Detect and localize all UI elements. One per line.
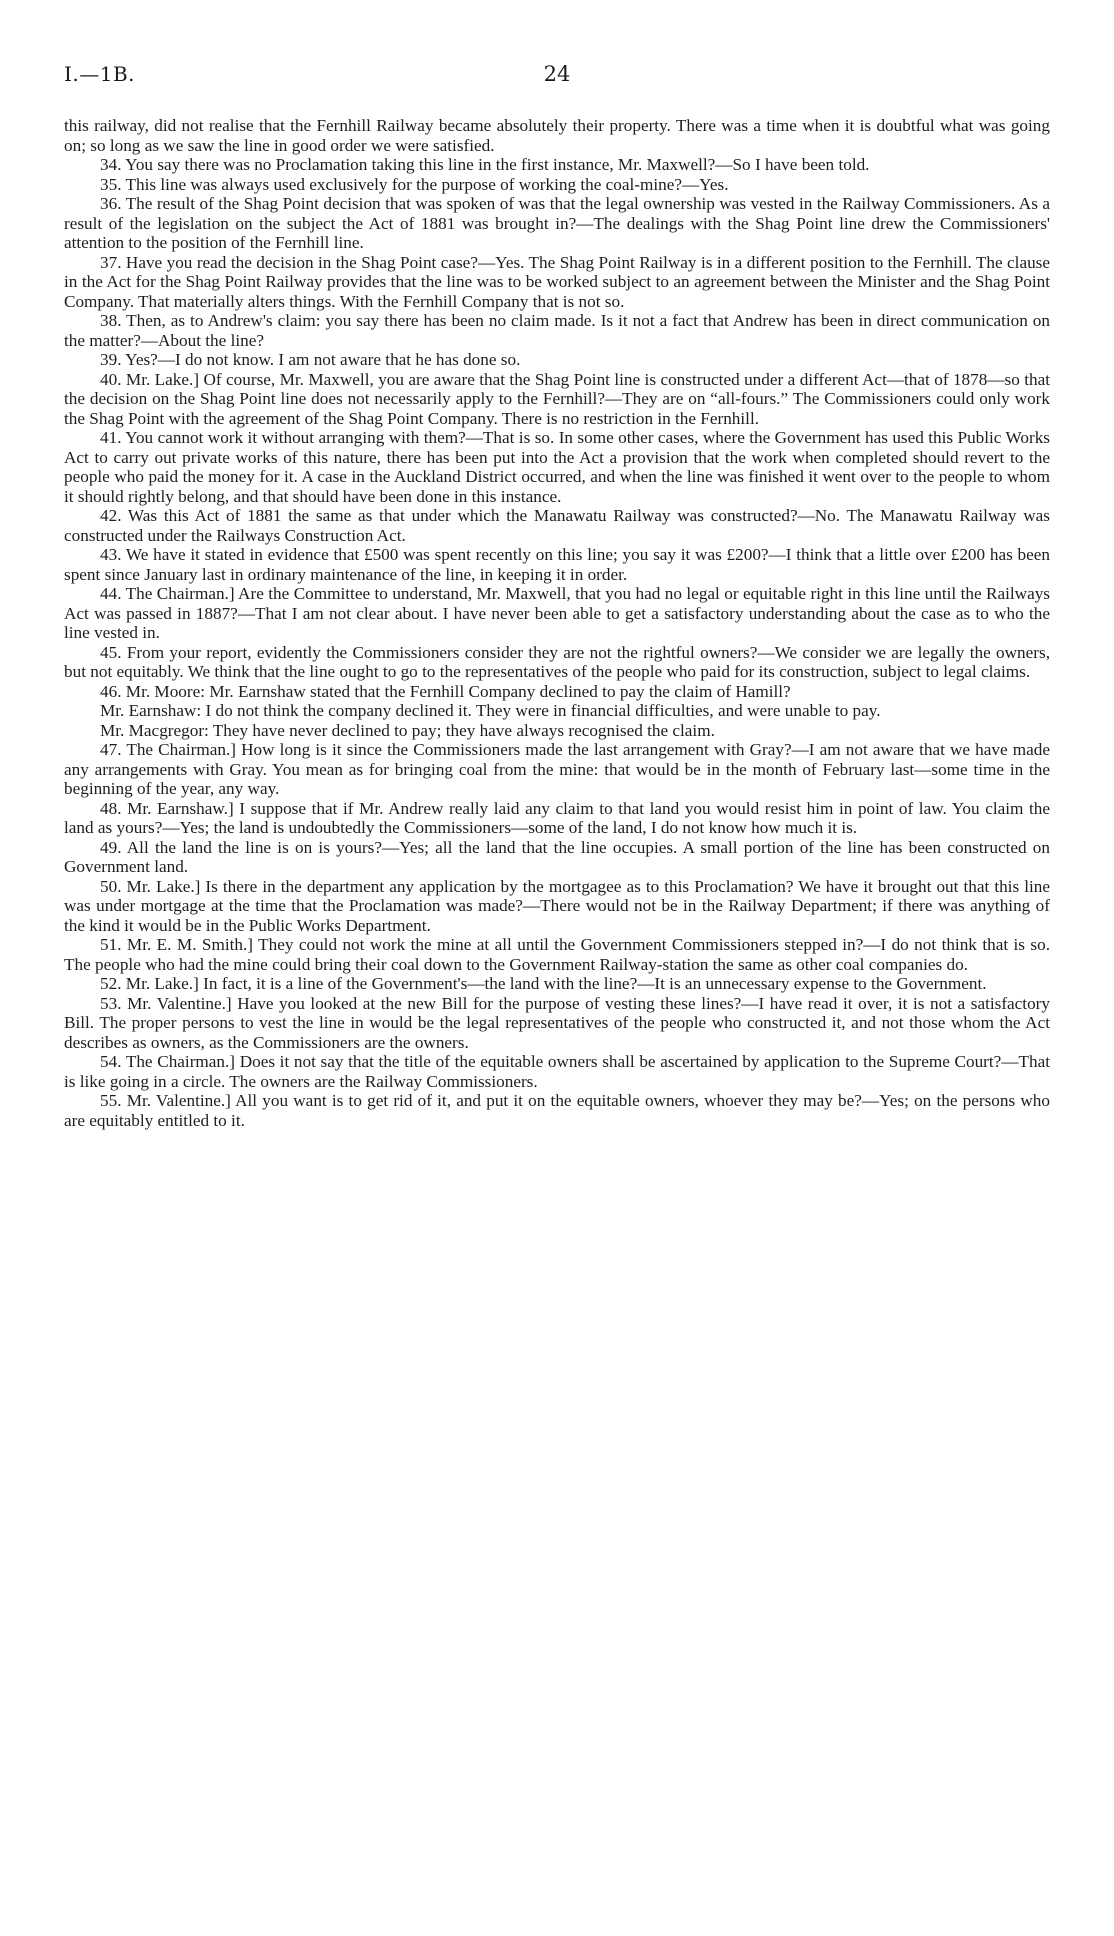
paragraph-q40: 40. Mr. Lake.] Of course, Mr. Maxwell, you are aware that the Shag Point line is constructed under a different Act—that of 1878—so that the decision on the Shag Point line does not necessarily apply to the Fernhill?—They are on “all-fours.” The Commissioners could only work the Shag Point with the agreement of the Shag Point Company. There is no restriction in the Fernhill.	[64, 369, 1050, 428]
paragraph-q45: 45. From your report, evidently the Commissioners consider they are not the rightful owners?—We consider we are legally the owners, but not equitably. We think that the line ought to go to the representatives of the people who paid for its construction, subject to legal claims.	[64, 642, 1050, 681]
paragraph-continued: this railway, did not realise that the Fernhill Railway became absolutely their property. There was a time when it is doubtful what was going on; so long as we saw the line in good order we were satisfied.	[64, 116, 1050, 155]
paragraph-q51: 51. Mr. E. M. Smith.] They could not work the mine at all until the Government Commissioners stepped in?—I do not think that is so. The people who had the mine could bring their coal down to the Government Railway-station the same as other coal companies do.	[64, 935, 1050, 974]
paragraph-q35: 35. This line was always used exclusively for the purpose of working the coal-mine?—Yes.	[100, 174, 729, 194]
page-number: 24	[543, 62, 571, 86]
paragraph-q48: 48. Mr. Earnshaw.] I suppose that if Mr. Andrew really laid any claim to that land you would resist him in point of law. You claim the land as yours?—Yes; the land is undoubtedly the Commissioners—some of the land, I do not know how much it is.	[64, 798, 1050, 837]
paragraph-macgregor-remark: Mr. Macgregor: They have never declined to pay; they have always recognised the claim.	[100, 720, 715, 740]
paragraph-q47: 47. The Chairman.] How long is it since the Commissioners made the last arrangement with Gray?—I am not aware that we have made any arrangements with Gray. You mean as for bringing coal from the mine: that would be in the month of February last—some time in the beginning of the year, any way.	[64, 740, 1050, 798]
paragraph-q39: 39. Yes?—I do not know. I am not aware that he has done so.	[100, 350, 521, 369]
paragraph-q53: 53. Mr. Valentine.] Have you looked at the new Bill for the purpose of vesting these lines?—I have read it over, it is not a satisfactory Bill. The proper persons to vest the line in would be the legal representatives of the people who constructed it, and not those whom the Act describes as owners, as the Commissioners are the owners.	[64, 993, 1050, 1052]
paragraph-q41: 41. You cannot work it without arranging with them?—That is so. In some other cases, where the Government has used this Public Works Act to carry out private works of this nature, there has been put into the Act a provision that the work when completed should revert to the people who paid the money for it. A case in the Auckland District occurred, and when the line was finished it went over to the people to whom it should rightly belong, and that should have been done in this instance.	[64, 428, 1050, 506]
paragraph-q52: 52. Mr. Lake.] In fact, it is a line of the Government's—the land with the line?—It is an unnecessary expense to the Government.	[100, 974, 987, 993]
document-reference: I.—1B.	[64, 62, 136, 86]
paragraph-q49: 49. All the land the line is on is yours?—Yes; all the land that the line occupies. A small portion of the line has been constructed on Government land.	[64, 837, 1050, 876]
paragraph-q42: 42. Was this Act of 1881 the same as that under which the Manawatu Railway was constructed?—No. The Manawatu Railway was constructed under the Railways Construction Act.	[64, 506, 1050, 545]
paragraph-q55: 55. Mr. Valentine.] All you want is to get rid of it, and put it on the equitable owners, whoever they may be?—Yes; on the persons who are equitably entitled to it.	[64, 1091, 1050, 1130]
paragraph-q37: 37. Have you read the decision in the Shag Point case?—Yes. The Shag Point Railway is in a different position to the Fernhill. The clause in the Act for the Shag Point Railway provides that the line was to be worked subject to an agreement between the Minister and the Shag Point Company. That materially alters things. With the Fernhill Company that is not so.	[64, 252, 1050, 311]
paragraph-q50: 50. Mr. Lake.] Is there in the department any application by the mortgagee as to this Proclamation? We have it brought out that this line was under mortgage at the time that the Proclamation was made?—There would not be in the Railway Department; if there was anything of the kind it would be in the Public Works Department.	[64, 876, 1050, 935]
paragraph-q44: 44. The Chairman.] Are the Committee to understand, Mr. Maxwell, that you had no legal or equitable right in this line until the Railways Act was passed in 1887?—That I am not clear about. I have never been able to get a satisfactory understanding about the case as to who the line vested in.	[64, 584, 1050, 642]
paragraph-earnshaw-remark: Mr. Earnshaw: I do not think the company declined it. They were in financial difficulties, and were unable to pay.	[100, 701, 881, 720]
page-header	[64, 62, 1050, 88]
minutes-of-evidence	[64, 116, 1050, 1130]
paragraph-q43: 43. We have it stated in evidence that £500 was spent recently on this line; you say it was £200?—I think that a little over £200 has been spent since January last in ordinary maintenance of the line, in keeping it in order.	[64, 545, 1050, 584]
paragraph-q34: 34. You say there was no Proclamation taking this line in the first instance, Mr. Maxwell?—So I have been told.	[100, 155, 870, 174]
paragraph-q54: 54. The Chairman.] Does it not say that the title of the equitable owners shall be ascertained by application to the Supreme Court?—That is like going in a circle. The owners are the Railway Commissioners.	[64, 1052, 1050, 1091]
paragraph-q36: 36. The result of the Shag Point decision that was spoken of was that the legal ownership was vested in the Railway Commissioners. As a result of the legislation on the subject the Act of 1881 was brought in?—The dealings with the Shag Point line drew the Commissioners' attention to the position of the Fernhill line.	[64, 194, 1050, 252]
paragraph-q38: 38. Then, as to Andrew's claim: you say there has been no claim made. Is it not a fact that Andrew has been in direct communication on the matter?—About the line?	[64, 311, 1050, 350]
paragraph-q46: 46. Mr. Moore: Mr. Earnshaw stated that the Fernhill Company declined to pay the claim of Hamill?	[100, 681, 791, 701]
